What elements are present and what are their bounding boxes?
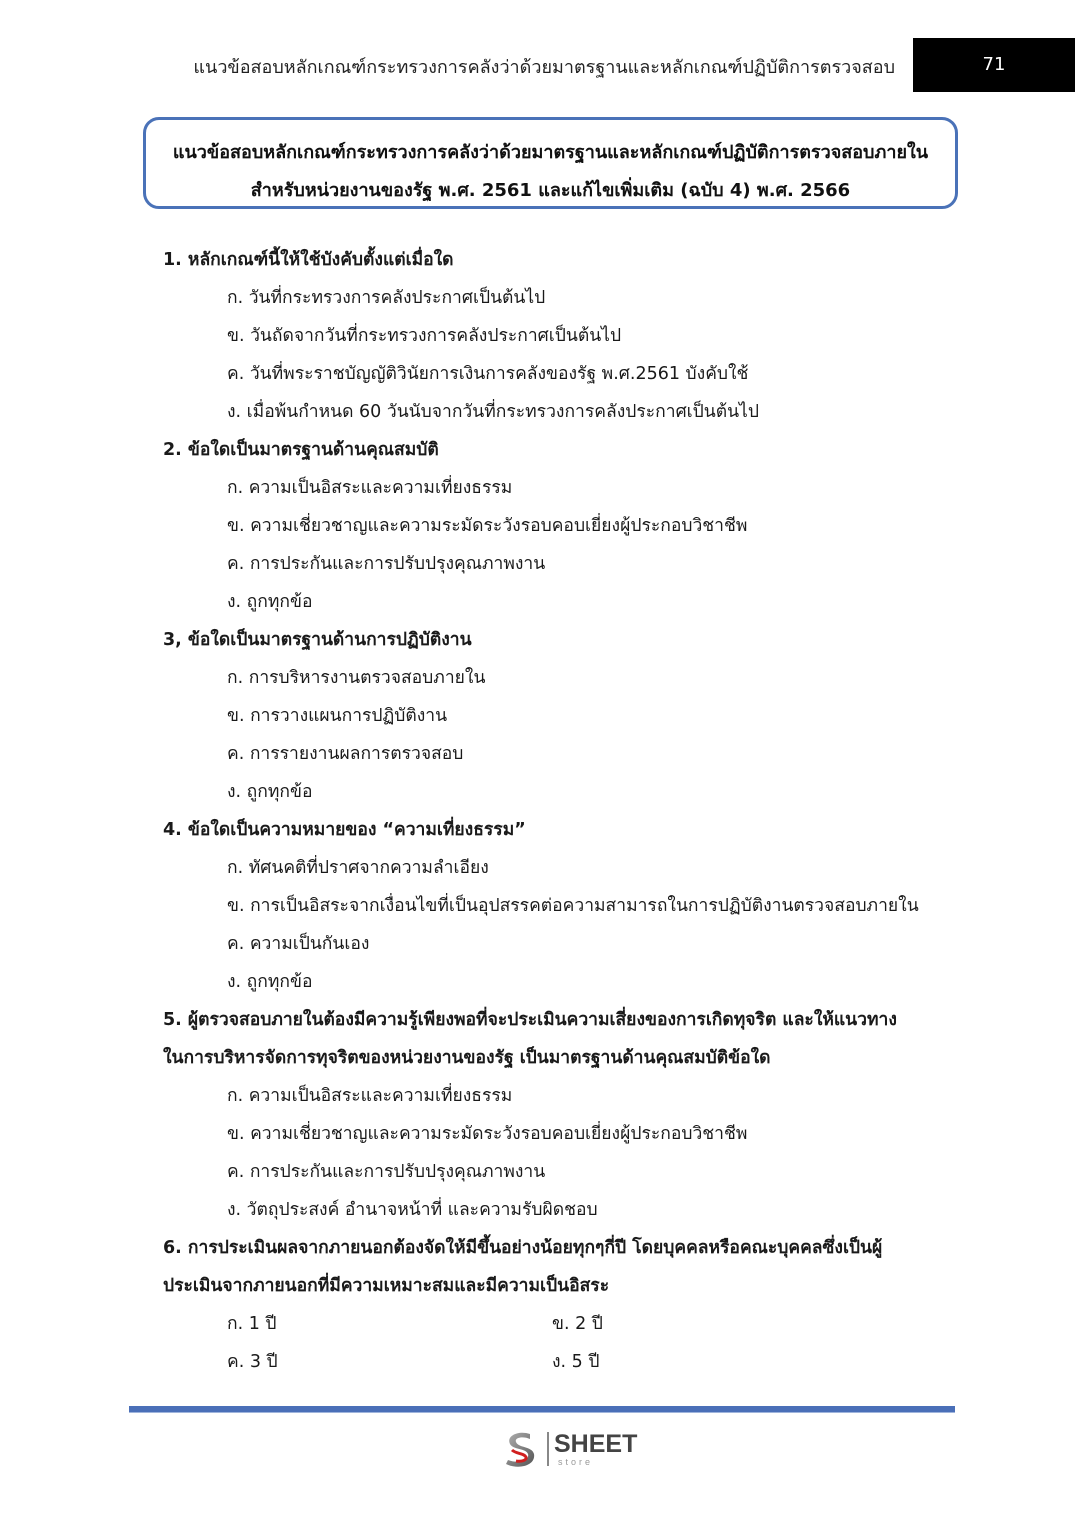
question-5-option-d: ง. วัตถุประสงค์ อำนาจหน้าที่ และความรับผิดชอบ (227, 1200, 598, 1220)
question-1-option-c: ค. วันที่พระราชบัญญัติวินัยการเงินการคลังของรัฐ พ.ศ.2561 บังคับใช้ (227, 364, 749, 384)
question-5-line-1: 5. ผู้ตรวจสอบภายในต้องมีความรู้เพียงพอที่จะประเมินความเสี่ยงของการเกิดทุจริต และให้แนวทาง (163, 1010, 897, 1030)
question-6-options-row-1 (163, 1305, 953, 1343)
question-6-option-c: ค. 3 ปี (227, 1352, 278, 1372)
question-1-option-a: ก. วันที่กระทรวงการคลังประกาศเป็นต้นไป (227, 288, 546, 308)
sheet-store-s-logo-icon (500, 1428, 540, 1468)
question-6-option-a: ก. 1 ปี (227, 1314, 277, 1334)
question-6-line-1: 6. การประเมินผลจากภายนอกต้องจัดให้มีขึ้นอย่างน้อยทุกๆกี่ปี โดยบุคคลหรือคณะบุคคลซึ่งเป็นผู้ (163, 1238, 883, 1258)
question-5-option-c: ค. การประกันและการปรับปรุงคุณภาพงาน (227, 1162, 546, 1182)
logo-subtext: store (558, 1457, 594, 1467)
question-3-option-a: ก. การบริหารงานตรวจสอบภายใน (227, 668, 486, 688)
sheet-store-logo (500, 1428, 650, 1470)
title-box (143, 117, 958, 209)
question-4-option-d: ง. ถูกทุกข้อ (227, 972, 313, 992)
question-4-option-a: ก. ทัศนคติที่ปราศจากความลำเอียง (227, 858, 489, 878)
question-2-option-b: ข. ความเชี่ยวชาญและความระมัดระวังรอบคอบเยี่ยงผู้ประกอบวิชาชีพ (227, 516, 748, 536)
question-1: 1. หลักเกณฑ์นี้ให้ใช้บังคับตั้งแต่เมื่อใด (163, 250, 454, 270)
question-6-line-2: ประเมินจากภายนอกที่มีความเหมาะสมและมีความเป็นอิสระ (163, 1276, 610, 1296)
running-title: แนวข้อสอบหลักเกณฑ์กระทรวงการคลังว่าด้วยมาตรฐานและหลักเกณฑ์ปฏิบัติการตรวจสอบ (193, 57, 895, 78)
title-line-1: แนวข้อสอบหลักเกณฑ์กระทรวงการคลังว่าด้วยมาตรฐานและหลักเกณฑ์ปฏิบัติการตรวจสอบภายใน (172, 142, 929, 163)
question-3-option-b: ข. การวางแผนการปฏิบัติงาน (227, 706, 448, 726)
question-4-option-c: ค. ความเป็นกันเอง (227, 934, 370, 954)
running-header (0, 38, 1075, 92)
question-6-option-b: ข. 2 ปี (552, 1314, 603, 1334)
question-4: 4. ข้อใดเป็นความหมายของ “ความเที่ยงธรรม” (163, 820, 526, 840)
question-list (163, 241, 953, 1381)
question-2: 2. ข้อใดเป็นมาตรฐานด้านคุณสมบัติ (163, 440, 439, 460)
logo-divider (547, 1432, 549, 1466)
question-1-option-d: ง. เมื่อพ้นกำหนด 60 วันนับจากวันที่กระทรวงการคลังประกาศเป็นต้นไป (227, 402, 759, 422)
question-3-option-d: ง. ถูกทุกข้อ (227, 782, 313, 802)
page-number: 71 (913, 38, 1075, 92)
footer-rule (129, 1406, 955, 1413)
logo-wordmark: SHEET (554, 1430, 638, 1458)
title-line-2: สำหรับหน่วยงานของรัฐ พ.ศ. 2561 และแก้ไขเพิ่มเติม (ฉบับ 4) พ.ศ. 2566 (250, 180, 851, 201)
question-2-option-c: ค. การประกันและการปรับปรุงคุณภาพงาน (227, 554, 546, 574)
question-2-option-d: ง. ถูกทุกข้อ (227, 592, 313, 612)
question-4-option-b: ข. การเป็นอิสระจากเงื่อนไขที่เป็นอุปสรรคต่อความสามารถในการปฏิบัติงานตรวจสอบภายใน (227, 896, 919, 916)
question-2-option-a: ก. ความเป็นอิสระและความเที่ยงธรรม (227, 478, 513, 498)
question-5-option-b: ข. ความเชี่ยวชาญและความระมัดระวังรอบคอบเยี่ยงผู้ประกอบวิชาชีพ (227, 1124, 748, 1144)
question-5-option-a: ก. ความเป็นอิสระและความเที่ยงธรรม (227, 1086, 513, 1106)
question-6-options-row-2 (163, 1343, 953, 1381)
question-5-line-2: ในการบริหารจัดการทุจริตของหน่วยงานของรัฐ เป็นมาตรฐานด้านคุณสมบัติข้อใด (163, 1048, 771, 1068)
question-6-option-d: ง. 5 ปี (552, 1352, 600, 1372)
question-3-option-c: ค. การรายงานผลการตรวจสอบ (227, 744, 464, 764)
question-3: 3, ข้อใดเป็นมาตรฐานด้านการปฏิบัติงาน (163, 630, 472, 650)
question-1-option-b: ข. วันถัดจากวันที่กระทรวงการคลังประกาศเป็นต้นไป (227, 326, 622, 346)
